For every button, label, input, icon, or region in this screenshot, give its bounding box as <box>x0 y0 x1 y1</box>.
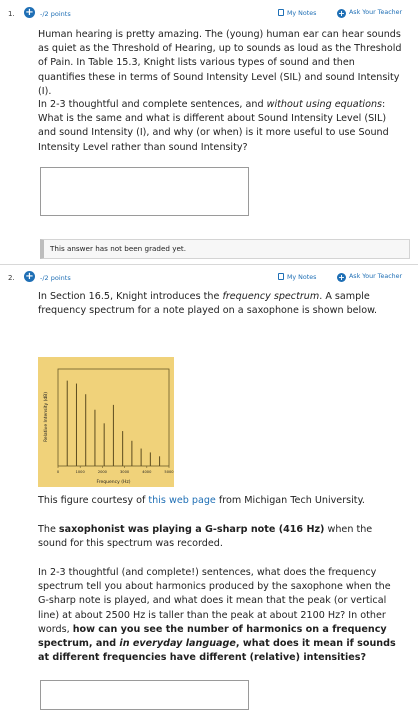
x-axis-label: Frequency (Hz) <box>96 480 131 485</box>
plus-circle-icon: + <box>338 9 345 18</box>
points-label[interactable]: -/2 points <box>40 10 71 18</box>
question-number: 2. <box>8 274 15 282</box>
question-2-intro <box>38 290 403 318</box>
expand-plus-icon[interactable]: + <box>25 7 34 18</box>
question-1-intro: Human hearing is pretty amazing. The (young) human ear can hear sounds as quiet as the Threshold of Hearing, up to sounds as loud as the Threshold of Pain. In Table 15.3, Knight lists various types of sound and then quantifies these in terms of Sound Intensity Level (SIL) and sound Intensity (I). <box>38 29 402 97</box>
question-number: 1. <box>8 10 15 18</box>
ask-teacher-label: Ask Your Teacher <box>349 9 403 16</box>
fact-emphasis: saxophonist was playing a G-sharp note (416 Hz) <box>58 524 325 535</box>
x-tick-label: 4000 <box>142 470 152 474</box>
plus-circle-icon: + <box>338 273 345 282</box>
prompt-emphasis: , what does it mean if sounds at different frequencies have different (relative) intensities? <box>38 638 396 664</box>
prompt-emphasis: without using equations <box>266 99 383 110</box>
courtesy-text: This figure courtesy of <box>38 495 149 506</box>
prompt-text: In 2-3 thoughtful (and complete!) sentences, what does the frequency spectrum tell you about harmonics produced by the saxophone when the G-sharp note is played, and what does it mean that the peak (or vertical line) at about 2500 Hz is taller than the peak at about 2100 Hz? In other words, <box>38 567 391 635</box>
divider <box>0 264 418 265</box>
intro-emphasis: frequency spectrum <box>222 291 320 302</box>
figure-courtesy <box>38 494 403 508</box>
x-tick-label: 0 <box>56 470 60 474</box>
notes-icon <box>278 9 284 16</box>
question-1-header <box>0 4 418 28</box>
intro-text: In Section 16.5, Knight introduces the <box>38 291 223 302</box>
x-tick-label: 2000 <box>97 470 107 474</box>
x-tick-label: 1000 <box>75 470 85 474</box>
ask-teacher-link[interactable] <box>337 273 402 282</box>
question-2-prompt <box>38 566 403 665</box>
points-label[interactable]: -/2 points <box>40 274 71 282</box>
fact-text: when the sound for this spectrum was recorded. <box>38 524 373 550</box>
prompt-emphasis: in everyday language <box>119 638 236 650</box>
frequency-spectrum-chart <box>38 357 174 487</box>
note-fact <box>38 523 403 551</box>
fact-text: The <box>38 524 59 535</box>
prompt-text: In 2-3 thoughtful and complete sentences, and <box>38 99 267 110</box>
answer-textbox[interactable] <box>40 680 249 710</box>
answer-textbox[interactable] <box>40 167 249 216</box>
y-axis-label: Relative Intensity (dB) <box>44 391 49 443</box>
my-notes-link[interactable] <box>278 273 316 281</box>
ask-teacher-link[interactable] <box>337 9 402 18</box>
question-2-header <box>0 268 418 292</box>
ask-teacher-label: Ask Your Teacher <box>349 273 403 280</box>
x-tick-label: 5000 <box>164 470 174 474</box>
prompt-emphasis: how can you see the number of harmonics on a frequency spectrum, and <box>38 623 387 650</box>
grading-status: This answer has not been graded yet. <box>40 239 410 259</box>
web-page-link[interactable]: this web page <box>148 495 216 506</box>
question-1-prompt <box>38 98 403 155</box>
expand-plus-icon[interactable]: + <box>25 271 34 282</box>
notes-icon <box>278 273 284 280</box>
my-notes-label: My Notes <box>287 10 317 17</box>
courtesy-text: from Michigan Tech University. <box>215 495 365 506</box>
my-notes-link[interactable] <box>278 9 316 17</box>
intro-text: . A sample frequency spectrum for a note played on a saxophone is shown below. <box>38 291 378 317</box>
prompt-text: : What is the same and what is different about Sound Intensity Level (SIL) and sound Intensity (I), and why (or when) is it more useful to use Sound Intensity Level rather than sound Intensity? <box>38 99 389 153</box>
my-notes-label: My Notes <box>287 274 317 281</box>
x-tick-label: 3000 <box>120 470 130 474</box>
